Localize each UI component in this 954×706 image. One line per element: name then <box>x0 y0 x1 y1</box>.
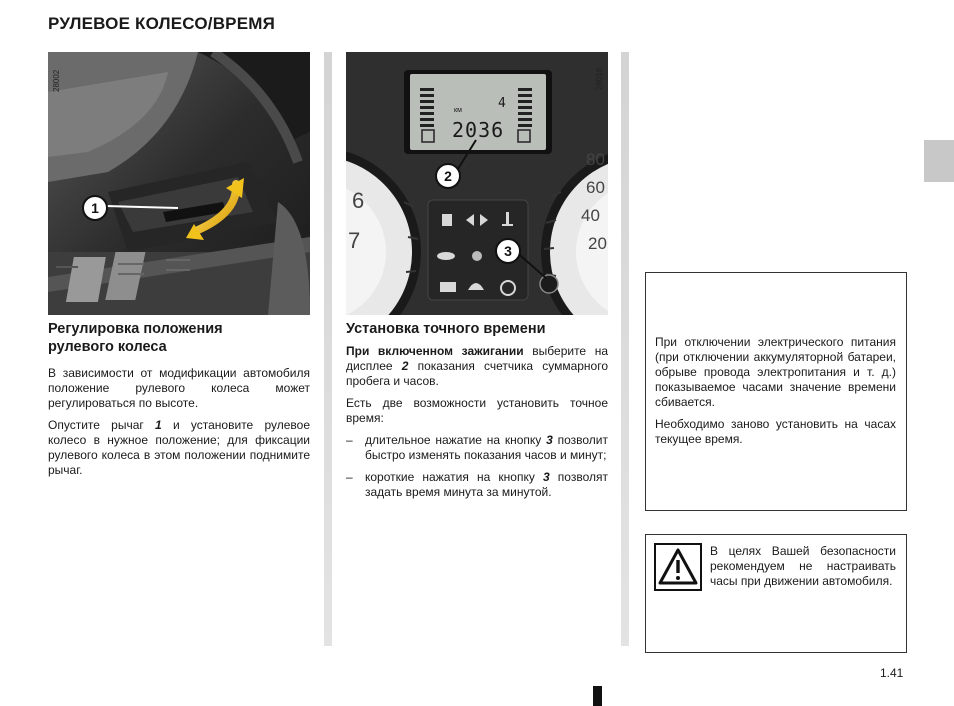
warning-icon-frame <box>654 543 702 591</box>
info-box <box>645 272 907 511</box>
column-separator <box>621 52 629 646</box>
paragraph: Есть две возможности установить точное время: <box>346 396 608 425</box>
gauge-right-label: 20 <box>588 234 607 253</box>
gauge-right-label: 60 <box>586 178 605 197</box>
callout-2: 2 <box>435 163 461 189</box>
steering-photo <box>48 52 310 315</box>
gauge-left-label: 7 <box>348 228 361 253</box>
section-heading: Установка точного времени <box>346 321 546 337</box>
page-title: РУЛЕВОЕ КОЛЕСО/ВРЕМЯ <box>48 14 276 33</box>
callout-3: 3 <box>495 238 521 264</box>
steering-section <box>48 320 310 485</box>
figure-ref: 28018 <box>595 67 604 90</box>
dashboard-photo <box>346 52 608 315</box>
warning-box <box>645 534 907 653</box>
paragraph: В зависимости от модификации автомобиля положение рулевого колеса может регулироваться по высоте. <box>48 366 310 410</box>
callout-1: 1 <box>82 195 108 221</box>
odometer-unit: км <box>454 107 462 114</box>
time-section <box>346 320 608 507</box>
paragraph: При включенном зажигании выберите на дисплее 2 показания счетчика суммарного пробега и часов. <box>346 344 609 388</box>
odometer-display: 2036 <box>452 118 505 142</box>
trip-display: 4 <box>498 96 506 111</box>
chapter-tab <box>924 140 954 182</box>
paragraph: Опустите рычаг 1 и установите рулевое колесо в нужное положение; для фиксации рулевого колеса в этом положении поднимите рычаг. <box>48 418 311 477</box>
warning-text: В целях Вашей безопасности рекомендуем не настраивать часы при движении автомобиля. <box>710 544 896 588</box>
gauge-right-label: 40 <box>581 206 600 225</box>
paragraph: Необходимо заново установить на часах текущее время. <box>655 417 896 446</box>
gauge-right-label: 80 <box>586 150 605 169</box>
gauge-left-label: 6 <box>352 188 365 213</box>
column-separator <box>324 52 332 646</box>
list-item: – длительное нажатие на кнопку 3 позволит быстро изменять показания часов и минут; <box>346 433 608 462</box>
paragraph: При отключении электрического питания (при отключении аккумуляторной батареи, обрыве провода электропитания и т. д.) показываемое часами значение времени сбивается. <box>655 335 896 409</box>
section-heading: Регулировка положения рулевого колеса <box>48 321 223 355</box>
warning-icon <box>656 545 700 589</box>
page-number: 1.41 <box>880 666 904 680</box>
footer-marker <box>593 686 602 706</box>
list-item: – короткие нажатия на кнопку 3 позволят задать время минута за минутой. <box>346 470 608 499</box>
figure-ref: 28002 <box>52 69 61 92</box>
